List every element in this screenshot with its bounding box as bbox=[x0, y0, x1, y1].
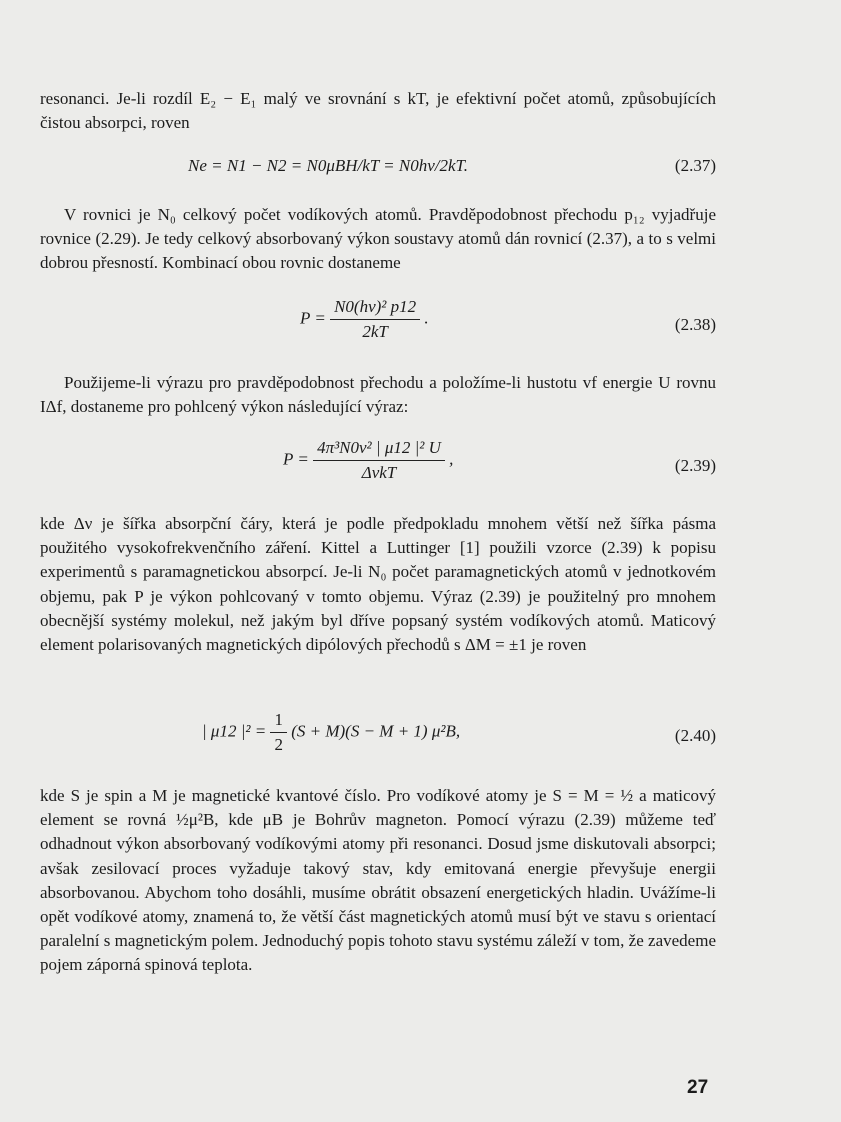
equation-2-39-lhs: P = bbox=[283, 449, 309, 469]
equation-2-40-fraction bbox=[270, 710, 287, 755]
page-number: 27 bbox=[687, 1077, 709, 1098]
equation-2-39-denominator: ΔνkT bbox=[361, 463, 397, 482]
equation-2-38-tail: . bbox=[424, 308, 429, 328]
paragraph-5: kde S je spin a M je magnetické kvantové číslo. Pro vodíkové atomy je S = M = ½ a maticový element se rovná ½μ²B, kde μB je Bohrův magneton. Pomocí výrazu (2.39) můžeme teď odhadnout výkon absorbovaný vodíkovými atomy při resonanci. Dosud jsme diskutovali absorpci; avšak zesilovací proces vyžaduje takový stav, kdy emitovaná energie převyšuje energii absorbovanou. Abychom toho dosáhli, musíme obrátit obsazení energetických hladin. Uvážíme-li opět vodíkové atomy, znamená to, že větší část magnetických atomů musí být ve stavu s orientací paralelní s magnetickým polem. Jednoduchý popis tohoto stavu systému záleží v tom, že zavedeme pojem záporná spinová teplota. bbox=[40, 786, 716, 975]
equation-2-40-rhs: (S + M)(S − M + 1) μ²B, bbox=[291, 721, 461, 741]
equation-2-38-fraction bbox=[330, 297, 420, 342]
equation-2-38 bbox=[40, 297, 716, 357]
equation-2-40-denominator: 2 bbox=[274, 735, 283, 754]
equation-2-38-number: (2.38) bbox=[674, 315, 716, 334]
equation-2-39-tail: , bbox=[449, 449, 454, 469]
paragraph-2: V rovnici je N₀ celkový počet vodíkových atomů. Pravděpodobnost přechodu p₁₂ vyjadřuje rovnice (2.29). Je tedy celkový absorbovaný výkon soustavy atomů dán rovnicí (2.37), a to s velmi dobrou přesností. Kombinací obou rovnic dostaneme bbox=[40, 205, 716, 273]
equation-2-40-lhs: | μ12 |² = bbox=[202, 721, 267, 741]
equation-2-39-numerator: 4π³N0ν² | μ12 |² U bbox=[313, 438, 445, 461]
equation-2-39 bbox=[40, 438, 716, 498]
equation-2-38-numerator: N0(hν)² p12 bbox=[330, 297, 420, 320]
equation-2-39-number: (2.39) bbox=[674, 456, 716, 475]
equation-2-40-numerator: 1 bbox=[270, 710, 287, 733]
equation-2-39-fraction bbox=[313, 438, 445, 483]
equation-2-37-expr: Ne = N1 − N2 = N0μBH/kT = N0hν/2kT. bbox=[188, 156, 468, 175]
equation-2-38-denominator: 2kT bbox=[362, 322, 388, 341]
equation-2-40 bbox=[40, 710, 716, 770]
equation-2-37-number: (2.37) bbox=[674, 156, 716, 175]
equation-2-38-lhs: P = bbox=[300, 308, 326, 328]
equation-2-40-number: (2.40) bbox=[674, 726, 716, 745]
paragraph-4: kde Δν je šířka absorpční čáry, která je podle předpokladu mnohem větší než šířka pásma použitého vysokofrekvenčního záření. Kittel a Luttinger [1] použili vzorce (2.39) k popisu experimentů s paramagnetickou absorpcí. Je-li N₀ počet paramagnetických atomů v jednotkovém objemu, pak P je výkon pohlcovaný v tomto objemu. Výraz (2.39) je použitelný pro mnohem obecnější systémy molekul, než jakým byl dříve popsaný systém vodíkových atomů. Maticový element polarisovaných magnetických dipólových přechodů s ΔM = ±1 je roven bbox=[40, 514, 716, 655]
paragraph-3: Použijeme-li výrazu pro pravděpodobnost přechodu a položíme-li hustotu vf energie U rovnu IΔf, dostaneme pro pohlcený výkon následující výraz: bbox=[40, 373, 716, 417]
paragraph-1: resonanci. Je-li rozdíl E₂ − E₁ malý ve srovnání s kT, je efektivní počet atomů, způsobujících čistou absorpci, roven bbox=[40, 89, 716, 133]
